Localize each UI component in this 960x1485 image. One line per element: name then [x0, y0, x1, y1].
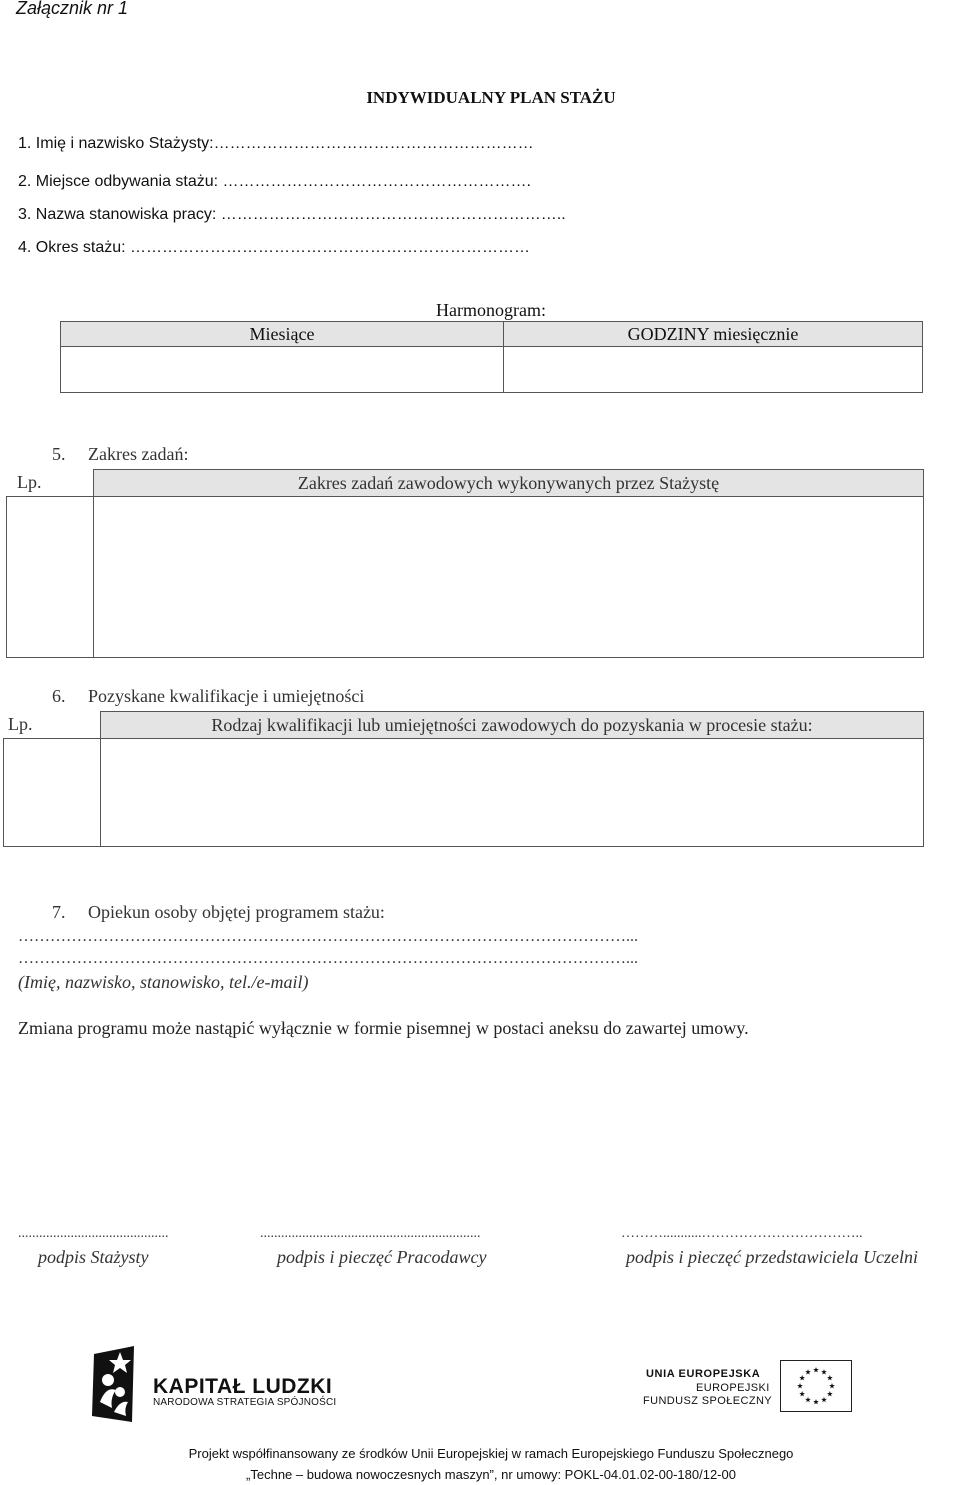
- section5-title: Zakres zadań:: [88, 444, 189, 464]
- signature-trainee-label: podpis Stażysty: [38, 1247, 149, 1267]
- footer-line1: Projekt współfinansowany ze środków Unii Europejskiej w ramach Europejskiego Funduszu Społecznego: [188, 1446, 794, 1461]
- notice-text: Zmiana programu może nastąpić wyłącznie w formie pisemnej w postaci aneksu do zawartej umowy.: [18, 1018, 749, 1038]
- section6-title: Pozyskane kwalifikacje i umiejętności: [88, 686, 365, 706]
- attachment-label: Załącznik nr 1: [16, 0, 129, 18]
- field-internship-period: 4. Okres stażu: …………………………………………………………………: [18, 239, 531, 256]
- signature-employer-dots: ...............................................................: [260, 1226, 481, 1241]
- eu-line1: UNIA EUROPEJSKA: [646, 1368, 761, 1380]
- eu-line3: FUNDUSZ SPOŁECZNY: [643, 1395, 773, 1407]
- signature-trainee-dots: ...........................................: [18, 1226, 169, 1241]
- footer-line2: „Techne – budowa nowoczesnych maszyn”, nr umowy: POKL-04.01.02-00-180/12-00: [246, 1467, 736, 1482]
- signature-university-dots: ………...........……………………………..: [621, 1226, 863, 1241]
- section5-col-desc: Zakres zadań zawodowych wykonywanych przez Stażystę: [297, 472, 720, 493]
- eu-flag-icon: [780, 1360, 852, 1412]
- section7-title: Opiekun osoby objętej programem stażu:: [88, 902, 385, 922]
- section6-col-desc: Rodzaj kwalifikacji lub umiejętności zawodowych do pozyskania w procesie stażu:: [211, 714, 813, 735]
- document-title: INDYWIDUALNY PLAN STAŻU: [366, 88, 616, 107]
- schedule-col-months-label: Miesiące: [249, 323, 315, 344]
- kapital-ludzki-name: KAPITAŁ LUDZKI: [153, 1375, 333, 1398]
- schedule-col-months: [60, 321, 504, 347]
- section5-cell-desc[interactable]: [93, 496, 924, 658]
- kapital-ludzki-subtitle: NARODOWA STRATEGIA SPÓJNOŚCI: [153, 1397, 337, 1408]
- kapital-ludzki-emblem-icon: [90, 1346, 138, 1426]
- section6-number: 6.: [52, 686, 66, 706]
- schedule-cell-months[interactable]: [60, 346, 504, 393]
- section5-number: 5.: [52, 444, 66, 464]
- section6-col-lp: Lp.: [8, 714, 33, 734]
- section7-dots-line1: ……………………………………………………………………………………………………...: [18, 928, 638, 945]
- signature-employer-label: podpis i pieczęć Pracodawcy: [277, 1247, 487, 1267]
- section6-header: [100, 711, 924, 739]
- field-internship-place: 2. Miejsce odbywania stażu: ………………………………………………….: [18, 173, 531, 190]
- section5-header: [93, 469, 924, 497]
- schedule-cell-hours[interactable]: [503, 346, 923, 393]
- signature-university-label: podpis i pieczęć przedstawiciela Uczelni: [626, 1247, 918, 1267]
- section5-col-lp: Lp.: [17, 472, 42, 492]
- schedule-title: Harmonogram:: [436, 300, 546, 320]
- field-trainee-name: 1. Imię i nazwisko Stażysty:……………………………………………………: [18, 135, 534, 152]
- section6-cell-desc[interactable]: [100, 738, 924, 847]
- eu-line2: EUROPEJSKI: [696, 1382, 770, 1394]
- schedule-col-hours: [503, 321, 923, 347]
- section5-cell-lp[interactable]: [6, 496, 94, 658]
- schedule-col-hours-label: GODZINY miesięcznie: [627, 323, 799, 344]
- section7-dots-line2: ……………………………………………………………………………………………………...: [18, 950, 638, 967]
- field-position-name: 3. Nazwa stanowiska pracy: ………………………………………………………..: [18, 206, 566, 223]
- section7-hint: (Imię, nazwisko, stanowisko, tel./e-mail): [18, 972, 309, 992]
- section6-cell-lp[interactable]: [3, 738, 101, 847]
- section7-number: 7.: [52, 902, 66, 922]
